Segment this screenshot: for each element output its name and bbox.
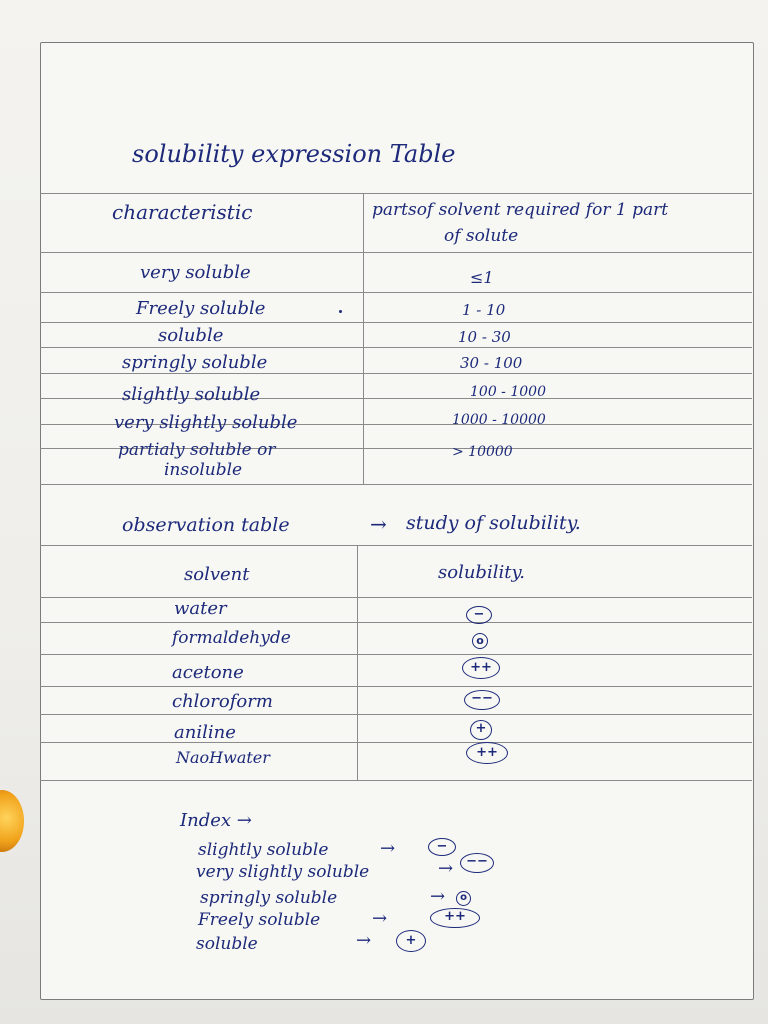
row-solvent: chloroform bbox=[172, 691, 273, 712]
index-item-label: Freely soluble bbox=[198, 910, 321, 930]
row-rule bbox=[40, 714, 752, 715]
row-parts: 30 - 100 bbox=[460, 354, 523, 372]
row-rule bbox=[40, 347, 752, 348]
row-rule bbox=[40, 622, 752, 623]
row-characteristic: soluble bbox=[158, 325, 224, 346]
row-solvent: water bbox=[174, 598, 227, 619]
arrow-icon: → bbox=[380, 838, 396, 859]
observation-subject: study of solubility. bbox=[406, 512, 581, 534]
arrow-icon: → bbox=[438, 858, 454, 879]
row-characteristic: very slightly soluble bbox=[114, 412, 298, 433]
row-solvent: acetone bbox=[172, 662, 244, 683]
arrow-icon: → bbox=[372, 908, 388, 929]
row-parts: 1000 - 10000 bbox=[452, 412, 546, 428]
arrow-icon: → bbox=[356, 930, 372, 951]
row-solvent: aniline bbox=[174, 722, 236, 743]
arrow-icon: → bbox=[430, 886, 446, 907]
table1-header-rule bbox=[40, 252, 752, 253]
observation-heading: observation table bbox=[122, 514, 290, 536]
row-rule bbox=[40, 742, 752, 743]
row-characteristic: springly soluble bbox=[122, 352, 268, 373]
row-parts: 1 - 10 bbox=[462, 301, 506, 319]
header-parts-of-solvent: partsof solvent required for 1 part bbox=[372, 200, 669, 220]
row-parts: > 10000 bbox=[452, 444, 513, 460]
table1-divider bbox=[363, 193, 364, 484]
index-heading: Index → bbox=[180, 810, 252, 831]
solubility-symbol: o bbox=[472, 633, 488, 649]
table1-bottom-rule bbox=[40, 484, 752, 485]
index-symbol: −− bbox=[460, 853, 494, 873]
header-characteristic: characteristic bbox=[112, 200, 253, 224]
row-rule bbox=[40, 654, 752, 655]
row-rule bbox=[40, 322, 752, 323]
header-solvent: solvent bbox=[184, 564, 250, 585]
row-solvent: formaldehyde bbox=[172, 628, 291, 648]
row-rule bbox=[40, 373, 752, 374]
row-parts: ≤1 bbox=[470, 268, 494, 287]
index-item-label: slightly soluble bbox=[198, 840, 329, 860]
row-characteristic: slightly soluble bbox=[122, 384, 261, 405]
table2-bottom-rule bbox=[40, 780, 752, 781]
solubility-symbol: + bbox=[470, 720, 492, 740]
index-symbol: ++ bbox=[430, 908, 480, 928]
index-item-label: very slightly soluble bbox=[196, 862, 370, 882]
index-symbol: − bbox=[428, 838, 456, 856]
ink-dot bbox=[339, 310, 342, 313]
solubility-symbol: ++ bbox=[462, 657, 500, 679]
row-solvent: NaoHwater bbox=[176, 748, 270, 767]
index-symbol: o bbox=[456, 891, 471, 906]
row-parts: 10 - 30 bbox=[458, 328, 511, 346]
index-item-label: soluble bbox=[196, 934, 258, 954]
table2-header-rule bbox=[40, 597, 752, 598]
header-parts-of-solute: of solute bbox=[444, 226, 519, 246]
page-title: solubility expression Table bbox=[132, 140, 456, 168]
arrow-icon: → bbox=[370, 512, 387, 536]
row-parts: 100 - 1000 bbox=[470, 384, 546, 400]
header-solubility: solubility. bbox=[438, 562, 525, 583]
row-rule bbox=[40, 686, 752, 687]
solubility-symbol: ++ bbox=[466, 742, 508, 764]
table2-top-rule bbox=[40, 545, 752, 546]
row-rule bbox=[40, 292, 752, 293]
row-characteristic: partialy soluble or bbox=[118, 440, 276, 460]
index-symbol: + bbox=[396, 930, 426, 952]
table2-divider bbox=[357, 545, 358, 780]
solubility-symbol: − bbox=[466, 606, 492, 624]
index-item-label: springly soluble bbox=[200, 888, 338, 908]
table1-top-rule bbox=[40, 193, 752, 194]
row-characteristic: Freely soluble bbox=[136, 298, 266, 319]
row-characteristic: very soluble bbox=[140, 262, 251, 283]
solubility-symbol: −− bbox=[464, 690, 500, 710]
row-characteristic-continued: insoluble bbox=[164, 460, 243, 480]
